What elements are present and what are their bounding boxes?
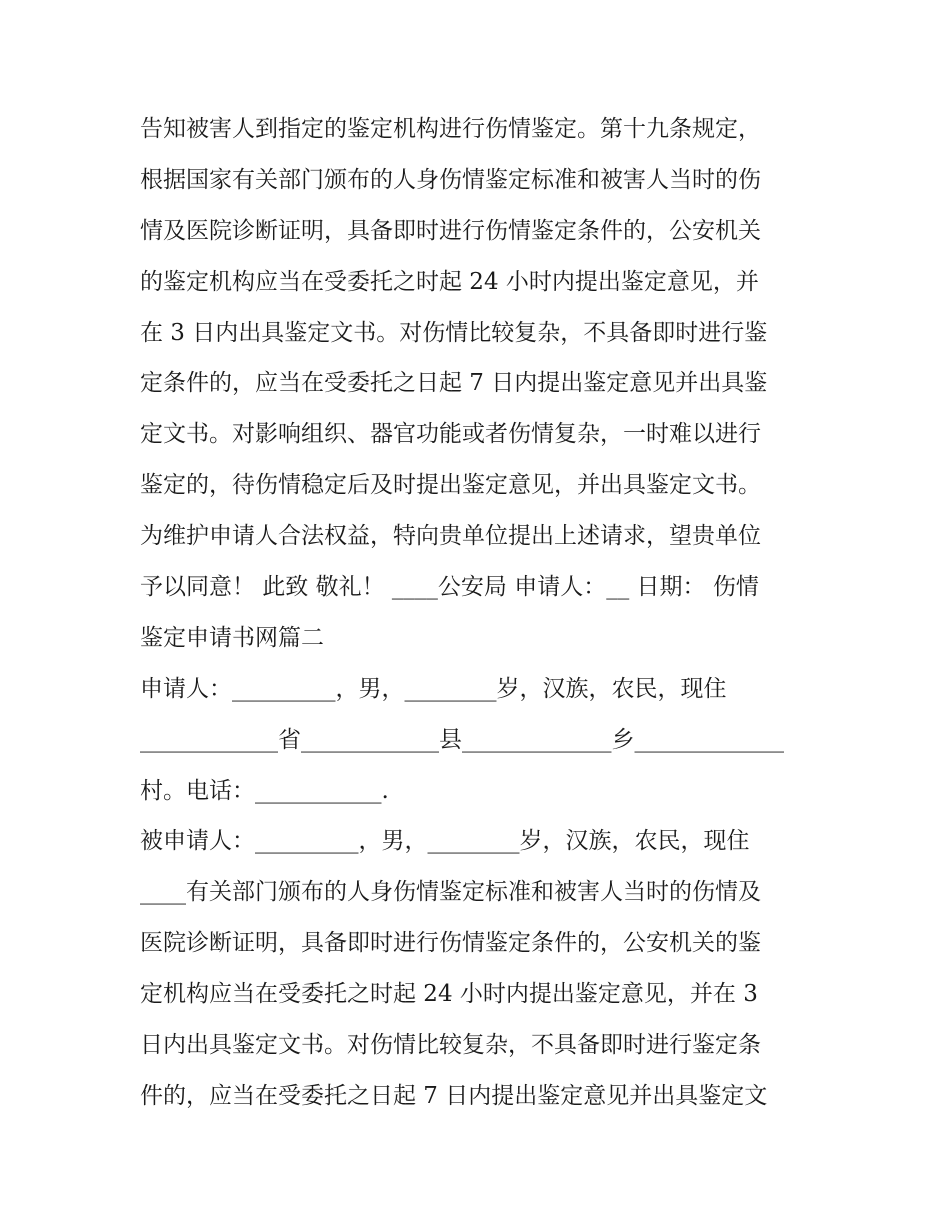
respondent-line: 被申请人：_________，男，________岁，汉族，农民，现住 (140, 828, 750, 855)
text-line: 为维护申请人合法权益，特向贵单位提出上述请求，望贵单位 (140, 523, 761, 550)
phone-line: 村。电话：___________. (140, 777, 389, 804)
text-line: 日内出具鉴定文书。对伤情比较复杂，不具备即时进行鉴定条 (140, 1032, 761, 1059)
text-line: 情及医院诊断证明，具备即时进行伤情鉴定条件的，公安机关 (140, 217, 761, 244)
text-line: 医院诊断证明，具备即时进行伤情鉴定条件的，公安机关的鉴 (140, 930, 761, 957)
text-line: 定文书。对影响组织、器官功能或者伤情复杂，一时难以进行 (140, 421, 761, 448)
text-line: 告知被害人到指定的鉴定机构进行伤情鉴定。第十九条规定， (140, 116, 761, 142)
section-heading: 鉴定申请书网篇二 (140, 624, 324, 651)
text-line: ____有关部门颁布的人身伤情鉴定标准和被害人当时的伤情及 (140, 879, 761, 906)
text-line: 鉴定的，待伤情稳定后及时提出鉴定意见，并出具鉴定文书。 (140, 472, 761, 499)
text-line: 根据国家有关部门颁布的人身伤情鉴定标准和被害人当时的伤 (140, 166, 761, 193)
text-line: 在 3 日内出具鉴定文书。对伤情比较复杂，不具备即时进行鉴 (140, 319, 768, 346)
applicant-line: 申请人：_________，男，________岁，汉族，农民，现住 (140, 675, 727, 702)
document-body (140, 104, 830, 1122)
address-blanks-line: ____________省____________县_____________乡_____________ (140, 726, 784, 753)
text-line: 定机构应当在受委托之时起 24 小时内提出鉴定意见，并在 3 (140, 981, 758, 1008)
text-line: 件的，应当在受委托之日起 7 日内提出鉴定意见并出具鉴定文 (140, 1082, 768, 1109)
text-line: 定条件的，应当在受委托之日起 7 日内提出鉴定意见并出具鉴 (140, 370, 768, 397)
text-line: 的鉴定机构应当在受委托之时起 24 小时内提出鉴定意见，并 (140, 268, 759, 295)
text-line: 予以同意！ 此致 敬礼！ ____公安局 申请人：__ 日期： 伤情 (140, 574, 759, 601)
